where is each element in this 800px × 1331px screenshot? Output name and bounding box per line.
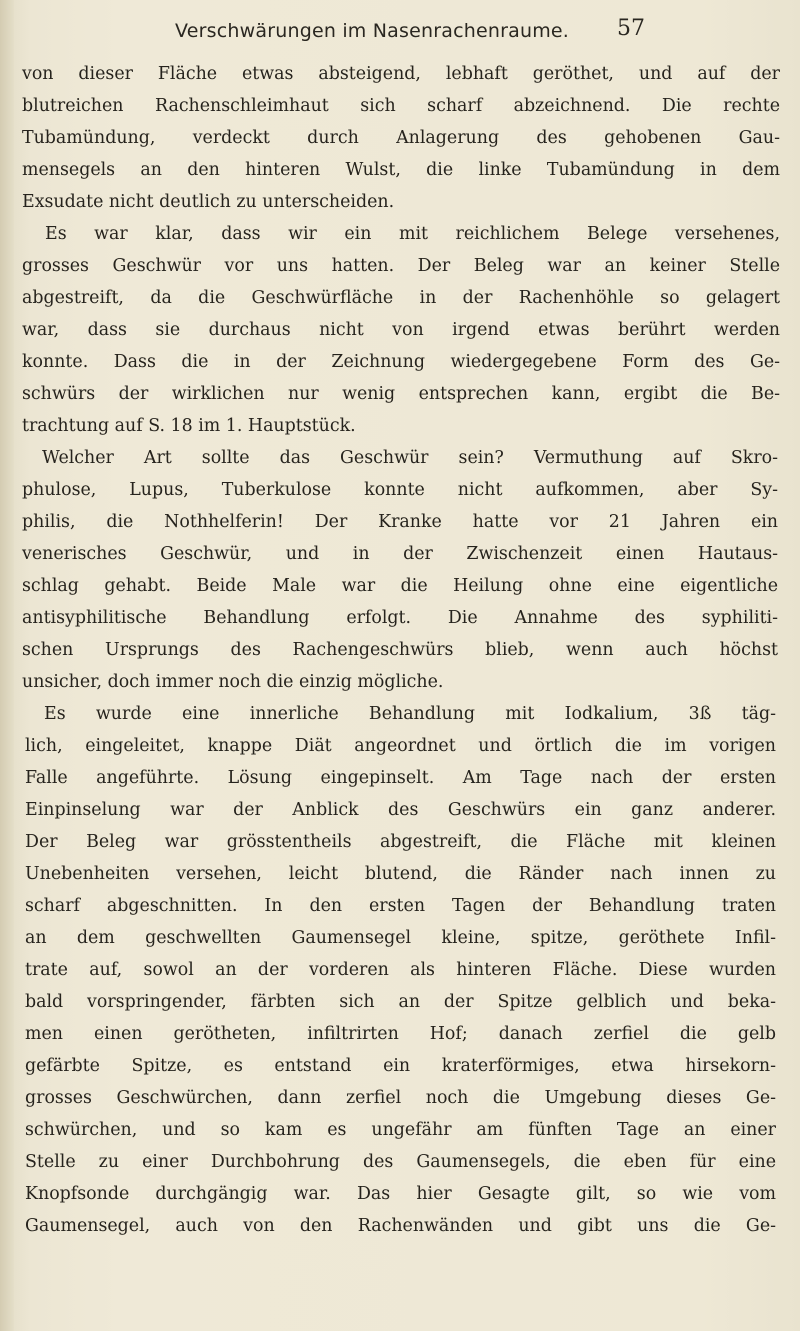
text-line: konnte. Dass die in der Zeichnung wiedergegebene Form des Ge- <box>22 352 780 372</box>
text-line: Tubamündung, verdeckt durch Anlagerung des gehobenen Gau- <box>22 128 780 148</box>
text-line: scharf abgeschnitten. In den ersten Tagen der Behandlung traten <box>25 896 776 916</box>
text-line: Unebenheiten versehen, leicht blutend, die Ränder nach innen zu <box>25 864 776 884</box>
text-line: grosses Geschwürchen, dann zerfiel noch die Umgebung dieses Ge- <box>25 1088 776 1108</box>
text-line: men einen gerötheten, infiltrirten Hof; danach zerfiel die gelb <box>25 1024 776 1044</box>
text-line: unsicher, doch immer noch die einzig mögliche. <box>22 672 444 692</box>
text-line: Einpinselung war der Anblick des Geschwürs ein ganz anderer. <box>25 800 776 820</box>
text-line: abgestreift, da die Geschwürfläche in der Rachenhöhle so gelagert <box>22 288 780 308</box>
text-line: grosses Geschwür vor uns hatten. Der Beleg war an keiner Stelle <box>22 256 780 276</box>
text-line: trachtung auf S. 18 im 1. Hauptstück. <box>22 416 356 436</box>
text-line: Der Beleg war grösstentheils abgestreift, die Fläche mit kleinen <box>25 832 776 852</box>
text-line: an dem geschwellten Gaumensegel kleine, spitze, geröthete Infil- <box>25 928 776 948</box>
text-line: mensegels an den hinteren Wulst, die linke Tubamündung in dem <box>22 160 780 180</box>
page-gutter-shadow <box>0 0 14 1331</box>
text-line: bald vorspringender, färbten sich an der Spitze gelblich und beka- <box>25 992 776 1012</box>
text-line: war, dass sie durchaus nicht von irgend etwas berührt werden <box>22 320 780 340</box>
running-head: Verschwärungen im Nasenrachenraume. <box>175 20 570 42</box>
text-line: phulose, Lupus, Tuberkulose konnte nicht aufkommen, aber Sy- <box>22 480 778 500</box>
text-line: von dieser Fläche etwas absteigend, lebhaft geröthet, und auf der <box>22 64 780 84</box>
text-line: gefärbte Spitze, es entstand ein kraterförmiges, etwa hirsekorn- <box>25 1056 776 1076</box>
text-line: schwürchen, und so kam es ungefähr am fünften Tage an einer <box>25 1120 776 1140</box>
text-line: blutreichen Rachenschleimhaut sich scharf abzeichnend. Die rechte <box>22 96 780 116</box>
text-line: Es war klar, dass wir ein mit reichlichem Belege versehenes, <box>45 224 780 244</box>
page-number: 57 <box>617 16 645 41</box>
text-line: schwürs der wirklichen nur wenig entsprechen kann, ergibt die Be- <box>22 384 780 404</box>
text-line: Exsudate nicht deutlich zu unterscheiden. <box>22 192 395 212</box>
text-line: Gaumensegel, auch von den Rachenwänden und gibt uns die Ge- <box>25 1216 776 1236</box>
text-line: lich, eingeleitet, knappe Diät angeordnet und örtlich die im vorigen <box>25 736 776 756</box>
text-line: antisyphilitische Behandlung erfolgt. Die Annahme des syphiliti- <box>22 608 778 628</box>
text-line: schen Ursprungs des Rachengeschwürs blieb, wenn auch höchst <box>22 640 778 660</box>
text-line: venerisches Geschwür, und in der Zwischenzeit einen Hautaus- <box>22 544 778 564</box>
text-line: schlag gehabt. Beide Male war die Heilung ohne eine eigentliche <box>22 576 778 596</box>
text-line: Welcher Art sollte das Geschwür sein? Vermuthung auf Skro- <box>42 448 778 468</box>
text-line: Falle angeführte. Lösung eingepinselt. Am Tage nach der ersten <box>25 768 776 788</box>
text-line: trate auf, sowol an der vorderen als hinteren Fläche. Diese wurden <box>25 960 776 980</box>
text-line: Stelle zu einer Durchbohrung des Gaumensegels, die eben für eine <box>25 1152 776 1172</box>
text-line: Es wurde eine innerliche Behandlung mit Iodkalium, 3ß täg- <box>44 704 776 724</box>
text-line: philis, die Nothhelferin! Der Kranke hatte vor 21 Jahren ein <box>22 512 778 532</box>
text-line: Knopfsonde durchgängig war. Das hier Gesagte gilt, so wie vom <box>25 1184 776 1204</box>
